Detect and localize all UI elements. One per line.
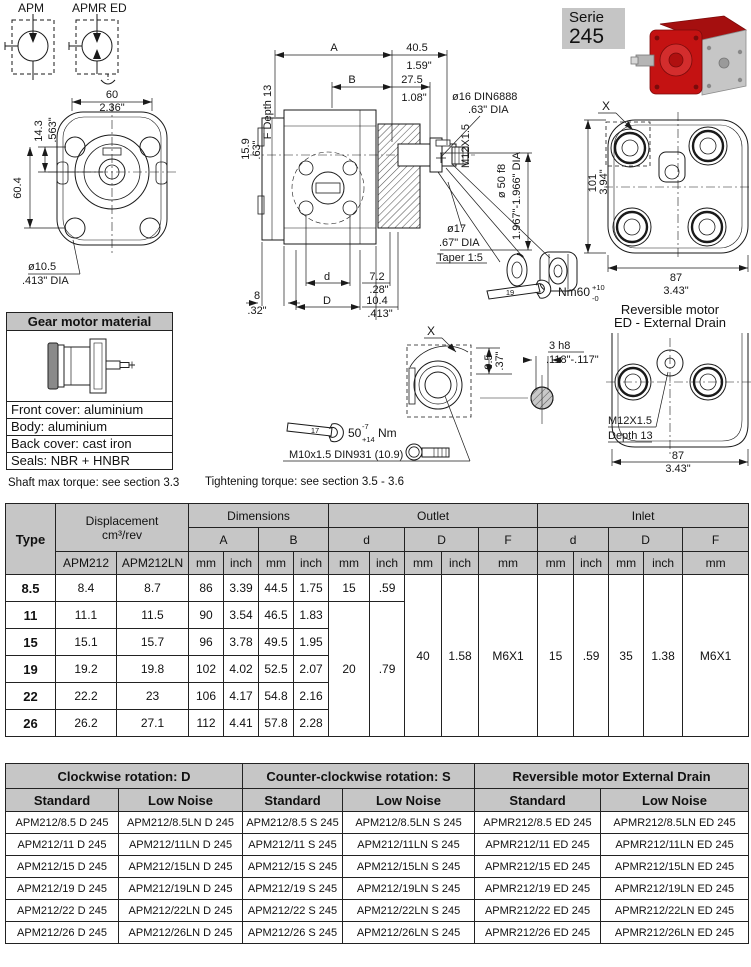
series-number: 245 [569, 25, 605, 48]
spec-cell: .59 [370, 575, 405, 602]
spec-cell: 2.16 [294, 683, 329, 710]
col-outlet-dcap: D [405, 528, 479, 552]
order-cell: APM212/8.5LN S 245 [343, 812, 475, 834]
apm-symbol-label: APM [18, 1, 45, 15]
col-apm212: APM212 [56, 552, 117, 575]
subcol-low-noise: Low Noise [119, 789, 243, 812]
col-inlet-d: d [538, 528, 609, 552]
spec-cell: 102 [189, 656, 224, 683]
order-cell: APMR212/11 ED 245 [475, 834, 601, 856]
order-cell: APMR212/8.5 ED 245 [475, 812, 601, 834]
dim-159-in: .63" [251, 140, 263, 160]
taper-label: Taper 1:5 [437, 252, 483, 264]
group-reversible: Reversible motor External Drain [475, 764, 749, 789]
front-width-mm: 60 [105, 89, 119, 101]
torque-nm60-sup: +10 [592, 283, 605, 292]
front-offset-in: .563" [47, 117, 59, 143]
spec-cell: 15.7 [117, 629, 189, 656]
spec-cell: 19.2 [56, 656, 117, 683]
spec-cell: 4.41 [224, 710, 259, 737]
order-cell: APM212/15 S 245 [243, 856, 343, 878]
detail-95-in: .37" [494, 351, 506, 371]
material-front-cover: Front cover: aluminium [7, 401, 172, 418]
spec-cell: 49.5 [259, 629, 294, 656]
order-cell: APM212/8.5 S 245 [243, 812, 343, 834]
flange-thk-in: .32" [247, 305, 267, 317]
unit-cell: inch [442, 552, 479, 575]
spec-cell: 27.1 [117, 710, 189, 737]
series-label: Serie [569, 9, 605, 26]
dim-dcap-label: D [323, 295, 331, 307]
spec-cell: 90 [189, 602, 224, 629]
order-cell: APM212/26 D 245 [6, 922, 119, 944]
order-cell: APMR212/11LN ED 245 [601, 834, 749, 856]
apm-symbol [5, 14, 54, 80]
spec-cell: 20 [329, 602, 370, 737]
spec-cell: 8.5 [6, 575, 56, 602]
spec-cell: 1.75 [294, 575, 329, 602]
order-cell: APM212/22 D 245 [6, 900, 119, 922]
ed-depth-label: Depth 13 [608, 430, 653, 442]
material-box-title: Gear motor material [7, 313, 172, 331]
order-row [6, 834, 749, 856]
back-width-mm: 87 [669, 272, 683, 284]
order-cell: APM212/19 D 245 [6, 878, 119, 900]
unit-cell: inch [370, 552, 405, 575]
bolt-spec-label: M10x1.5 DIN931 (10.9) [289, 449, 404, 461]
order-cell: APM212/26 S 245 [243, 922, 343, 944]
spec-row [6, 575, 749, 602]
subcol-low-noise: Low Noise [601, 789, 749, 812]
motor-side-icon [7, 331, 172, 401]
order-row [6, 900, 749, 922]
washer-icon [507, 254, 527, 286]
shaft-thread-label: M12X1.5 [460, 123, 472, 169]
torque-50-sup: -7 [362, 422, 369, 431]
front-hole-mm: ø10.5 [28, 261, 57, 273]
subcol-standard: Standard [475, 789, 601, 812]
spec-table [5, 503, 749, 737]
spec-cell: 54.8 [259, 683, 294, 710]
order-cell: APM212/19LN S 245 [343, 878, 475, 900]
col-inlet-dcap: D [609, 528, 683, 552]
f-depth-label: F Depth 13 [262, 84, 274, 140]
front-hole-in: .413" DIA [22, 275, 69, 287]
wrench-size-19: 19 [505, 288, 515, 297]
spec-cell: 3.78 [224, 629, 259, 656]
tightening-torque-note: Tightening torque: see section 3.5 - 3.6 [205, 476, 405, 488]
order-cell: APM212/15LN D 245 [119, 856, 243, 878]
ed-thread-label: M12X1.5 [608, 415, 653, 427]
dim-a-label: A [330, 42, 338, 54]
order-cell: APMR212/19 ED 245 [475, 878, 601, 900]
shaft-torque-note: Shaft max torque: see section 3.3 [8, 477, 180, 489]
spec-cell: 11.1 [56, 602, 117, 629]
spec-cell: 23 [117, 683, 189, 710]
order-cell: APMR212/19LN ED 245 [601, 878, 749, 900]
unit-cell: mm [479, 552, 538, 575]
dim-d-label: d [323, 271, 331, 283]
order-cell: APMR212/15 ED 245 [475, 856, 601, 878]
spec-cell: 106 [189, 683, 224, 710]
dim-104-in: .413" [367, 308, 393, 320]
order-row [6, 922, 749, 944]
spec-cell: 11 [6, 602, 56, 629]
flange-thk-mm: 8 [253, 290, 261, 302]
motor-photo [631, 16, 746, 95]
order-cell: APM212/26LN D 245 [119, 922, 243, 944]
reversible-motor-caption: Reversible motor ED - External Drain [614, 302, 726, 330]
series-badge [562, 8, 625, 49]
dim-b-label: B [348, 74, 356, 86]
order-cell: APMR212/26LN ED 245 [601, 922, 749, 944]
order-row [6, 812, 749, 834]
unit-cell: inch [644, 552, 683, 575]
spec-cell: 15 [329, 575, 370, 602]
spec-cell: M6X1 [683, 575, 749, 737]
dim-159-mm: 15.9 [240, 138, 252, 160]
col-outlet-d: d [329, 528, 405, 552]
torque-50-sub: +14 [362, 435, 375, 444]
order-cell: APM212/11LN D 245 [119, 834, 243, 856]
front-width-in: 2.36" [99, 102, 125, 114]
spec-cell: 3.39 [224, 575, 259, 602]
spec-cell: 4.02 [224, 656, 259, 683]
pilot-dia-mm: ø 50 f8 [496, 163, 508, 199]
group-clockwise: Clockwise rotation: D [6, 764, 243, 789]
spec-cell: 26 [6, 710, 56, 737]
col-b: B [259, 528, 329, 552]
unit-cell: mm [683, 552, 749, 575]
spec-cell: 35 [609, 575, 644, 737]
ed-width-mm: 87 [671, 450, 685, 462]
detail-x-ref: X [426, 324, 436, 338]
dim-72-mm: 7.2 [369, 271, 385, 283]
order-cell: APM212/8.5 D 245 [6, 812, 119, 834]
order-cell: APMR212/22 ED 245 [475, 900, 601, 922]
apmr-symbol [69, 14, 118, 84]
spec-cell: 22 [6, 683, 56, 710]
spec-cell: 112 [189, 710, 224, 737]
back-height-mm: 101 [587, 173, 599, 193]
order-cell: APM212/11 D 245 [6, 834, 119, 856]
order-row [6, 856, 749, 878]
torque-50-unit: Nm [378, 426, 397, 440]
spec-cell: 1.95 [294, 629, 329, 656]
order-cell: APMR212/26 ED 245 [475, 922, 601, 944]
order-cell: APM212/19 S 245 [243, 878, 343, 900]
group-counter-clockwise: Counter-clockwise rotation: S [243, 764, 475, 789]
spec-cell: 19.8 [117, 656, 189, 683]
detail-x-drawing [283, 338, 512, 461]
torque-nm60-sub: -0 [592, 294, 599, 303]
order-cell: APM212/15LN S 245 [343, 856, 475, 878]
spec-cell: 40 [405, 575, 442, 737]
unit-cell: inch [224, 552, 259, 575]
col-outlet-f: F [479, 528, 538, 552]
spec-cell: 46.5 [259, 602, 294, 629]
unit-cell: inch [574, 552, 609, 575]
material-body: Body: aluminium [7, 418, 172, 435]
spec-cell: 15 [6, 629, 56, 656]
pilot-dia-in: 1.967"-1.966" DIA [511, 152, 523, 240]
back-width-in: 3.43" [663, 285, 689, 297]
spec-cell: 86 [189, 575, 224, 602]
key-callout-in: .63" DIA [468, 104, 509, 116]
key-callout: ø16 DIN6888 [452, 91, 518, 103]
spec-cell: 8.7 [117, 575, 189, 602]
wrench-icon-19 [487, 280, 551, 299]
bolt-icon [406, 444, 449, 460]
spec-cell: 1.83 [294, 602, 329, 629]
order-cell: APM212/15 D 245 [6, 856, 119, 878]
order-cell: APM212/22LN D 245 [119, 900, 243, 922]
spec-cell: 15 [538, 575, 574, 737]
detail-95-mm: 9.5 [483, 354, 495, 370]
dim-275-in: 1.08" [401, 92, 427, 104]
dim-275-mm: 27.5 [401, 74, 423, 86]
order-row [6, 878, 749, 900]
spec-cell: M6X1 [479, 575, 538, 737]
torque-nm60: Nm60 [558, 285, 591, 299]
front-height-mm: 60.4 [12, 177, 24, 199]
spec-cell: 2.28 [294, 710, 329, 737]
unit-cell: mm [189, 552, 224, 575]
spec-cell: 8.4 [56, 575, 117, 602]
spec-cell: 4.17 [224, 683, 259, 710]
col-outlet: Outlet [329, 504, 538, 528]
spec-cell: .79 [370, 602, 405, 737]
col-displacement: Displacement cm³/rev [56, 504, 189, 552]
order-cell: APM212/11LN S 245 [343, 834, 475, 856]
wrench-size-17: 17 [310, 426, 320, 435]
col-inlet-f: F [683, 528, 749, 552]
order-table [5, 763, 749, 944]
col-a: A [189, 528, 259, 552]
spec-cell: 22.2 [56, 683, 117, 710]
spec-cell: 2.07 [294, 656, 329, 683]
subcol-low-noise: Low Noise [343, 789, 475, 812]
dim-72-in: .28" [369, 284, 389, 296]
shaft-dia-in: .67" DIA [439, 237, 480, 249]
key-size-in: .118"-.117" [546, 354, 599, 366]
spec-cell: 44.5 [259, 575, 294, 602]
ed-width-in: 3.43" [665, 463, 691, 475]
spec-cell: 57.8 [259, 710, 294, 737]
unit-cell: mm [538, 552, 574, 575]
order-cell: APM212/22 S 245 [243, 900, 343, 922]
apmr-symbol-label: APMR ED [72, 1, 127, 15]
unit-cell: mm [329, 552, 370, 575]
spec-cell: 19 [6, 656, 56, 683]
material-box [6, 312, 173, 470]
col-dimensions: Dimensions [189, 504, 329, 528]
spec-cell: 3.54 [224, 602, 259, 629]
ed-view-drawing [606, 333, 751, 466]
order-cell: APMR212/15LN ED 245 [601, 856, 749, 878]
unit-cell: mm [609, 552, 644, 575]
dim-405-mm: 40.5 [406, 42, 428, 54]
dim-104-mm: 10.4 [366, 295, 388, 307]
dim-405-in: 1.59" [406, 60, 432, 72]
spec-cell: 1.38 [644, 575, 683, 737]
order-cell: APM212/19LN D 245 [119, 878, 243, 900]
key-size-mm: 3 h8 [549, 340, 571, 352]
back-height-in: 3.94" [598, 169, 610, 195]
material-back-cover: Back cover: cast iron [7, 435, 172, 452]
spec-cell: 52.5 [259, 656, 294, 683]
unit-cell: inch [294, 552, 329, 575]
col-type: Type [6, 504, 56, 575]
spec-cell: 11.5 [117, 602, 189, 629]
order-cell: APM212/26LN S 245 [343, 922, 475, 944]
unit-cell: mm [259, 552, 294, 575]
spec-cell: .59 [574, 575, 609, 737]
subcol-standard: Standard [243, 789, 343, 812]
spec-cell: 1.58 [442, 575, 479, 737]
front-offset-mm: 14.3 [33, 120, 45, 142]
col-apm212ln: APM212LN [117, 552, 189, 575]
order-cell: APM212/11 S 245 [243, 834, 343, 856]
order-cell: APM212/8.5LN D 245 [119, 812, 243, 834]
unit-cell: mm [405, 552, 442, 575]
order-cell: APM212/22LN S 245 [343, 900, 475, 922]
subcol-standard: Standard [6, 789, 119, 812]
col-inlet: Inlet [538, 504, 749, 528]
torque-50: 50 [348, 426, 362, 440]
spec-cell: 15.1 [56, 629, 117, 656]
spec-cell: 26.2 [56, 710, 117, 737]
detail-x-ref-back: X [601, 99, 611, 113]
spec-cell: 96 [189, 629, 224, 656]
order-cell: APMR212/22LN ED 245 [601, 900, 749, 922]
material-seals: Seals: NBR + HNBR [7, 452, 172, 469]
order-cell: APMR212/8.5LN ED 245 [601, 812, 749, 834]
shaft-dia-mm: ø17 [447, 223, 466, 235]
